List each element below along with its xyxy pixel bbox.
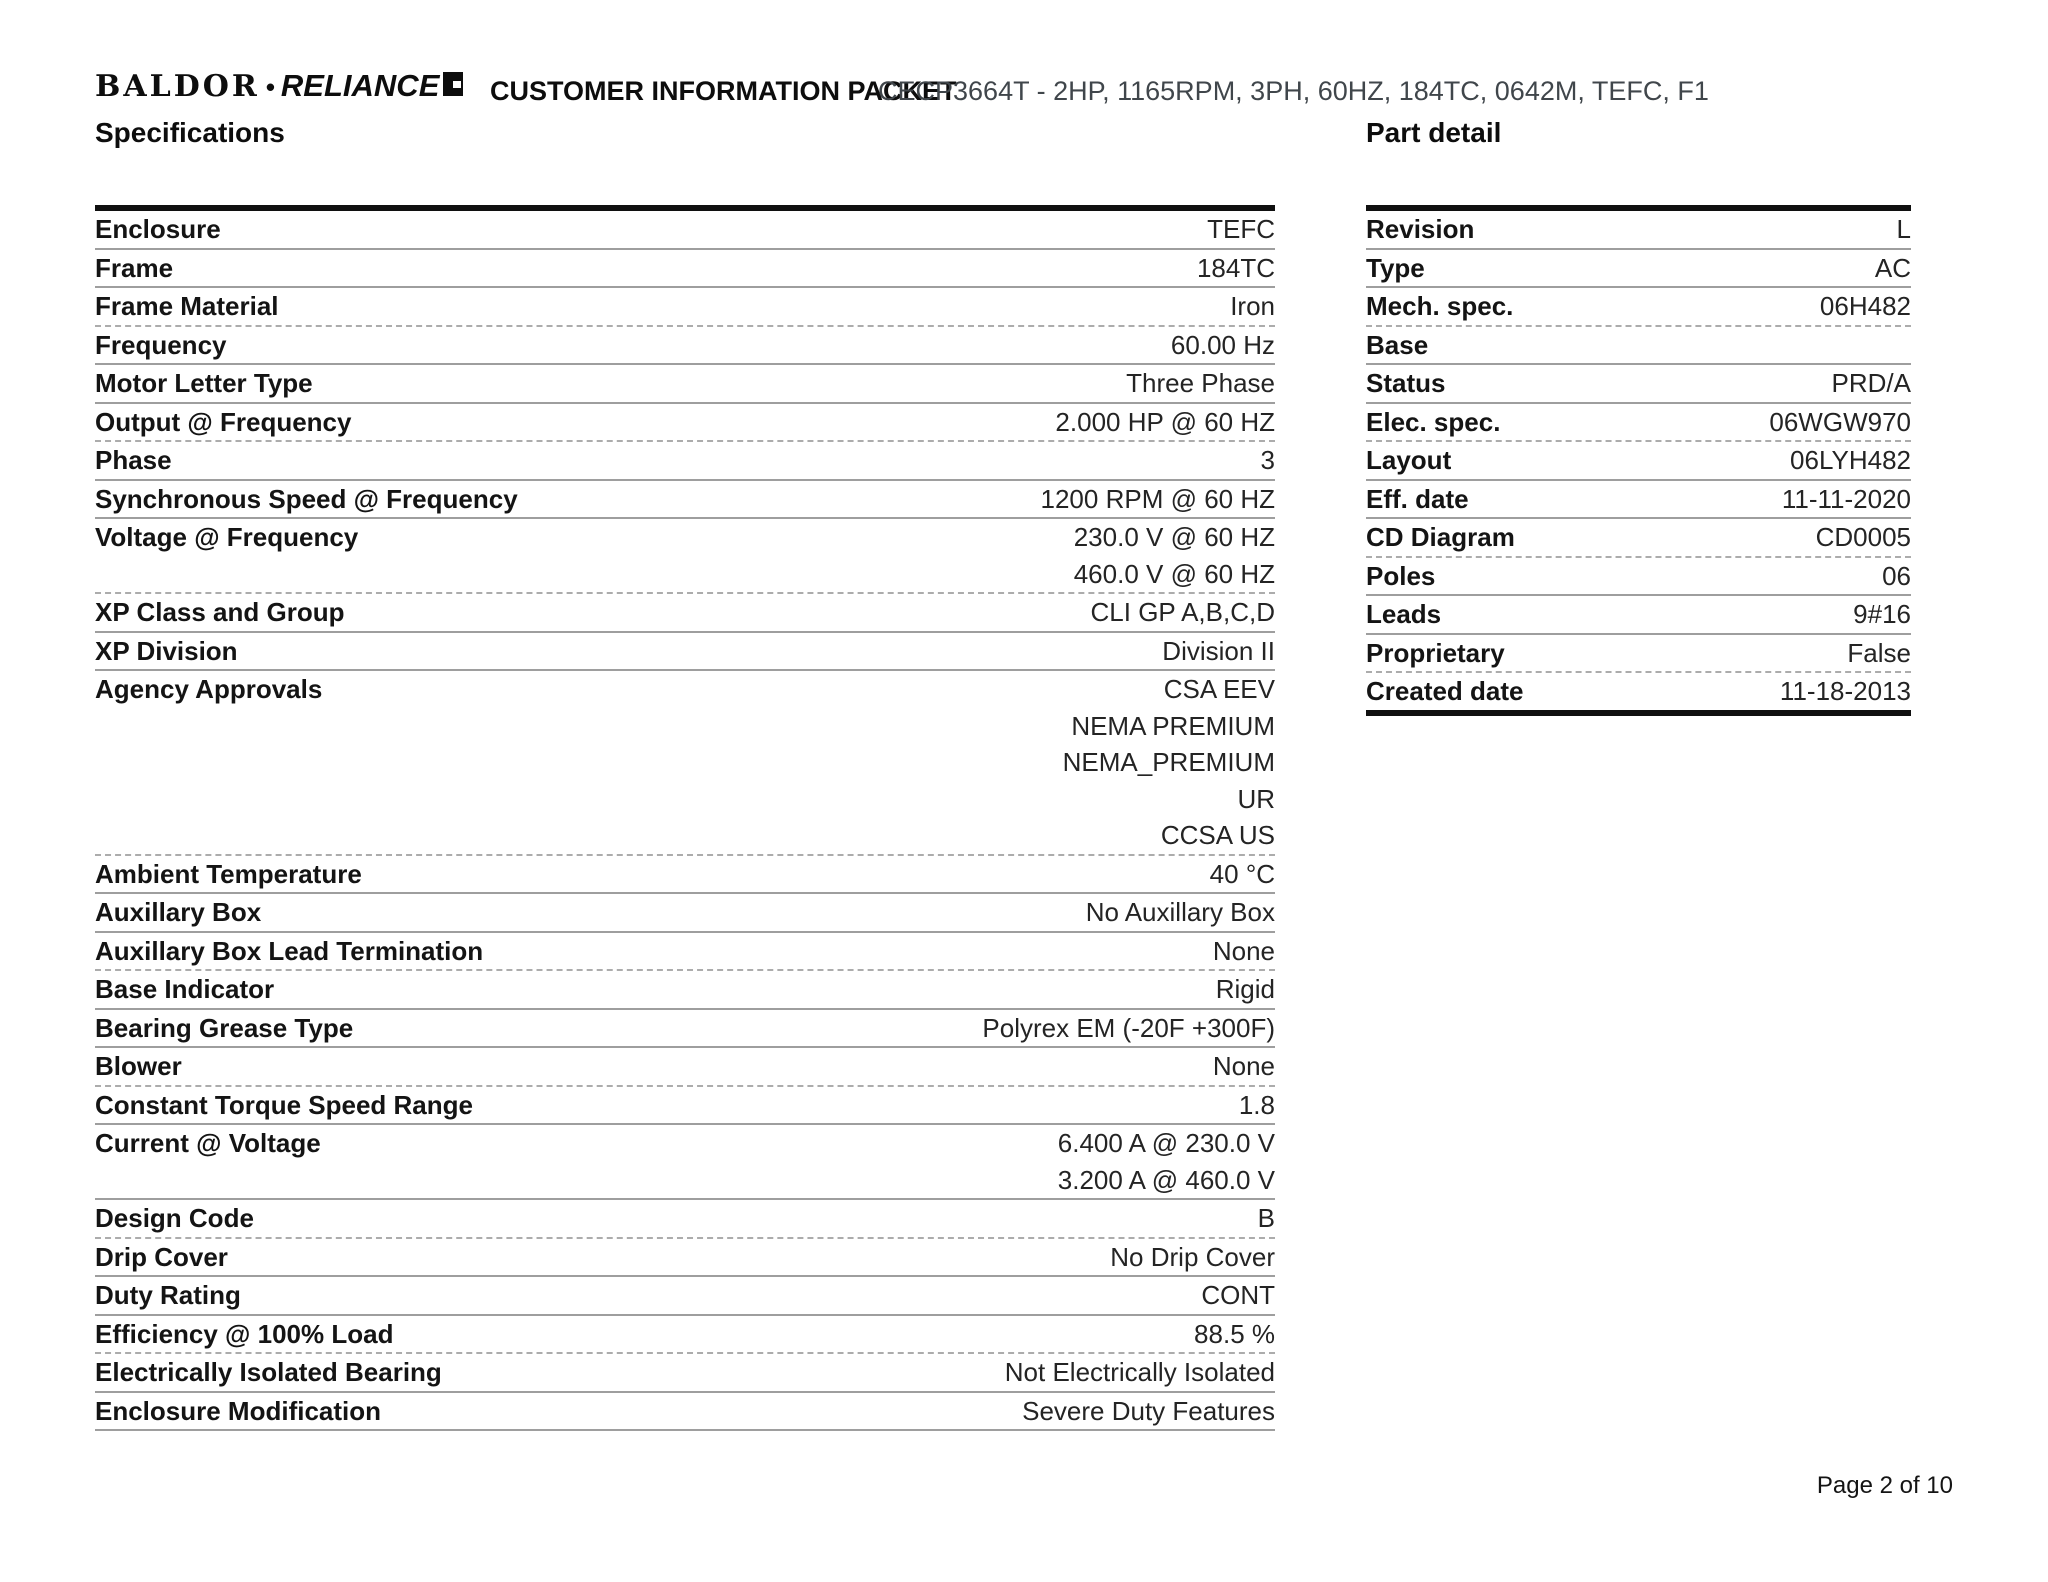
row-value-line: 11-11-2020 [1781,483,1911,514]
table-row [1366,288,1911,327]
row-label: Enclosure Modification [95,1395,382,1426]
row-label: Auxillary Box Lead Termination [95,935,484,966]
row-value [1110,1239,1275,1276]
row-value [1194,1316,1275,1353]
row-value-line: Severe Duty Features [1022,1395,1275,1426]
row-value-line: 1200 RPM @ 60 HZ [1040,483,1275,514]
row-label: Type [1366,252,1425,283]
table-row [95,404,1275,443]
row-value-line: B [1257,1203,1275,1233]
row-value [1882,558,1911,595]
table-row [95,894,1275,933]
row-value-line: No Auxillary Box [1085,897,1275,927]
row-value [1207,211,1275,248]
table-row [95,594,1275,633]
row-value-line: PRD/A [1831,368,1911,398]
row-value-line: 06 [1882,560,1911,591]
table-row [1366,211,1911,250]
table-row [95,519,1275,594]
row-value [1162,633,1275,670]
row-value [1063,671,1275,854]
row-value [1897,211,1911,248]
row-value-line: AC [1874,252,1911,283]
table-row [95,1200,1275,1239]
row-value [1201,1277,1275,1314]
table-row [95,671,1275,856]
part-detail-table [1366,205,1911,716]
row-value-line: 9#16 [1853,599,1911,629]
row-value-line: CCSA US [1160,820,1275,850]
table-row [1366,442,1911,481]
row-value [1847,635,1911,672]
row-label: Current @ Voltage [95,1128,321,1158]
row-value-line: NEMA PREMIUM [1071,710,1275,741]
row-value [1058,1125,1275,1198]
row-value-line: Iron [1230,291,1275,321]
row-value [1171,327,1275,364]
row-value [1832,365,1911,402]
row-value-line: 2.000 HP @ 60 HZ [1055,406,1275,437]
table-row [95,971,1275,1010]
row-value [1041,481,1275,518]
row-label: CD Diagram [1366,522,1515,552]
row-value-line: 11-18-2013 [1779,676,1911,706]
table-row [1366,635,1911,674]
row-value-line: Not Electrically Isolated [1004,1357,1275,1387]
row-label: Bearing Grease Type [95,1012,354,1043]
specifications-title: Specifications [95,117,285,148]
table-row [95,933,1275,972]
row-value [1091,594,1275,631]
row-value [1790,442,1911,479]
logo-baldor-text: BALDOR [95,69,260,104]
row-label: Motor Letter Type [95,368,313,398]
row-value [1126,365,1275,402]
row-label: Blower [95,1051,182,1081]
row-value-line: NEMA_PREMIUM [1062,747,1275,777]
row-value-line: No Drip Cover [1110,1241,1275,1272]
row-value-line: None [1212,1051,1275,1081]
row-label: XP Class and Group [95,597,345,627]
row-value [1261,442,1275,479]
row-value [1005,1354,1275,1391]
packet-title: CUSTOMER INFORMATION PACKET [490,76,957,106]
row-value [1210,856,1275,893]
row-value [1258,1200,1275,1237]
row-label: Voltage @ Frequency [95,522,359,552]
row-label: Leads [1366,599,1442,629]
row-label: Synchronous Speed @ Frequency [95,483,518,514]
row-label: Eff. date [1366,483,1469,514]
table-row [95,365,1275,404]
row-value [1875,250,1911,287]
table-row [1366,519,1911,558]
row-value-line: CSA EEV [1163,674,1275,704]
row-value-line: 184TC [1196,252,1275,283]
row-value [1213,1048,1275,1085]
table-row [1366,365,1911,404]
row-value-line: 460.0 V @ 60 HZ [1073,558,1275,589]
row-label: Frame Material [95,291,279,321]
table-row [95,1010,1275,1049]
row-value [1853,596,1911,633]
row-value [1197,250,1275,287]
row-label: Frequency [95,329,227,360]
row-label: Electrically Isolated Bearing [95,1357,442,1387]
row-label: Auxillary Box [95,897,262,927]
table-row [95,856,1275,895]
row-value-line: 06LYH482 [1790,445,1911,475]
row-label: Elec. spec. [1366,406,1501,437]
table-row [1366,481,1911,520]
table-row [95,1125,1275,1200]
motor-model-subtitle: CECP3664T - 2HP, 1165RPM, 3PH, 60HZ, 184TC, 0642M, TEFC, F1 [878,76,1709,106]
row-label: Layout [1366,445,1452,475]
row-label: Status [1366,368,1446,398]
row-label: Poles [1366,560,1436,591]
row-value-line: 06H482 [1819,291,1911,321]
table-row [95,1393,1275,1432]
row-value-line: CD0005 [1815,522,1911,552]
row-value [1086,894,1275,931]
reliance-trademark-icon [443,72,463,96]
table-row [95,1087,1275,1126]
logo-separator-dot: • [265,72,275,102]
row-label: Proprietary [1366,637,1505,668]
row-label: Created date [1366,676,1524,706]
table-row [95,250,1275,289]
row-value [1074,519,1275,592]
table-row [1366,404,1911,443]
row-value-line: TEFC [1207,214,1275,244]
table-row [95,1239,1275,1278]
row-label: Revision [1366,214,1475,244]
part-detail-title: Part detail [1366,117,1502,148]
table-row [1366,327,1911,366]
row-value-line: False [1847,637,1911,668]
row-value-line: Rigid [1215,974,1275,1004]
row-value [1816,519,1911,556]
table-row [95,211,1275,250]
row-value-line: UR [1237,783,1275,814]
row-value-line: 3 [1260,445,1275,475]
table-row [1366,558,1911,597]
row-value-line: 88.5 % [1194,1318,1275,1349]
row-label: Drip Cover [95,1241,228,1272]
table-row [95,327,1275,366]
row-value-line: Polyrex EM (-20F +300F) [982,1012,1275,1043]
table-row [95,1354,1275,1393]
row-label: Base [1366,329,1429,360]
row-value [1239,1087,1275,1124]
row-value-line: None [1212,935,1275,966]
row-value [1055,404,1275,441]
row-value-line: 60.00 Hz [1170,329,1275,360]
row-label: Agency Approvals [95,674,323,704]
row-value-line: 6.400 A @ 230.0 V [1057,1128,1275,1158]
logo-reliance-text: RELIANCE [280,68,440,103]
row-label: Phase [95,445,172,475]
row-label: Constant Torque Speed Range [95,1089,473,1120]
table-row [95,288,1275,327]
row-value-line: CLI GP A,B,C,D [1090,597,1275,627]
page-indicator: Page 2 of 10 [1816,1472,1953,1499]
table-row [95,1048,1275,1087]
row-value-line: Three Phase [1126,368,1275,398]
row-value [982,1010,1275,1047]
row-value-line: CONT [1201,1280,1275,1310]
row-value-line: Division II [1162,635,1275,666]
table-row [95,633,1275,672]
row-value-line: 3.200 A @ 460.0 V [1057,1164,1275,1195]
row-value [1216,971,1275,1008]
table-row [95,1277,1275,1316]
row-label: Base Indicator [95,974,275,1004]
row-label: Duty Rating [95,1280,241,1310]
row-value [1769,404,1911,441]
row-label: XP Division [95,635,238,666]
row-label: Design Code [95,1203,254,1233]
specifications-section [95,118,1275,1431]
row-value [1230,288,1275,325]
row-value-line: 06WGW970 [1769,406,1911,437]
row-value-line: 230.0 V @ 60 HZ [1073,522,1275,552]
row-label: Output @ Frequency [95,406,352,437]
row-value-line: L [1896,214,1911,244]
row-value [1022,1393,1275,1430]
row-value [1782,481,1911,518]
row-label: Ambient Temperature [95,858,362,889]
row-value [1780,673,1911,710]
row-label: Mech. spec. [1366,291,1514,321]
table-row [95,1316,1275,1355]
table-row [95,442,1275,481]
specifications-table [95,205,1275,1431]
row-label: Efficiency @ 100% Load [95,1318,394,1349]
row-label: Frame [95,252,174,283]
table-row [95,481,1275,520]
row-value-line: 40 °C [1209,858,1275,889]
row-label: Enclosure [95,214,221,244]
row-value-line: 1.8 [1238,1089,1275,1120]
table-row [1366,250,1911,289]
table-row [1366,673,1911,710]
row-value [1820,288,1911,325]
baldor-reliance-logo [95,68,463,104]
row-value [1213,933,1275,970]
table-row [1366,596,1911,635]
part-detail-section [1366,118,1911,716]
